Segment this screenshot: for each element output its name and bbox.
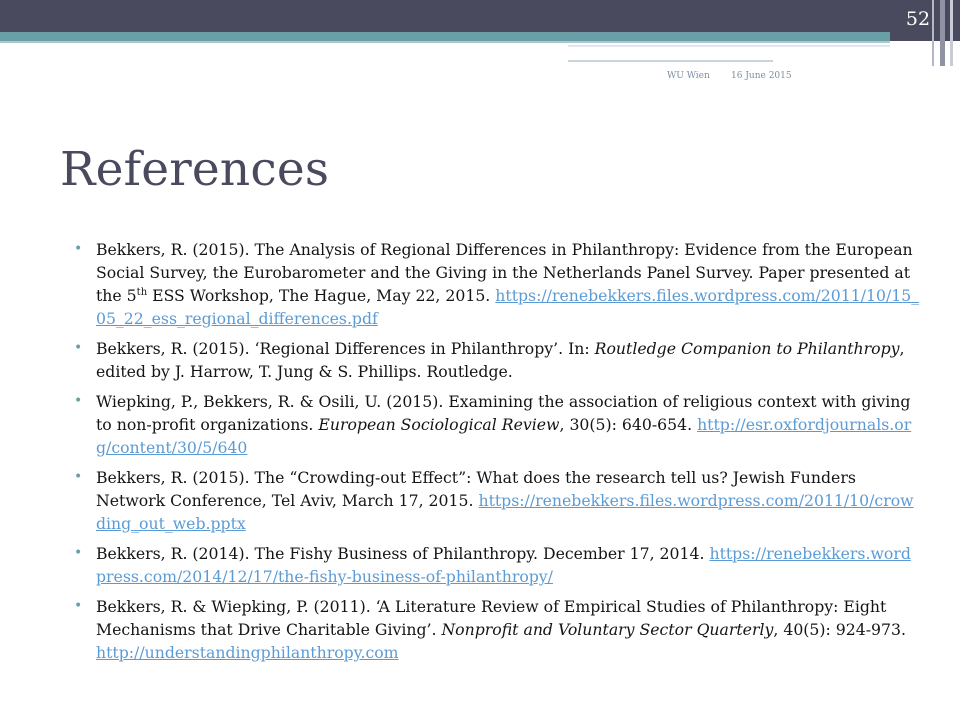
- reference-link[interactable]: https://renebekkers.files.wordpress.com/2011/10/15_05_22_ess_regional_differences.pdf: [96, 286, 920, 328]
- reference-text: Bekkers, R. (2015). ‘Regional Differences in Philanthropy’. In:: [96, 339, 595, 358]
- reference-item: [74, 595, 920, 664]
- reference-item: [74, 466, 920, 535]
- bullet-icon: •: [74, 340, 83, 356]
- footer-organization: WU Wien: [667, 71, 710, 81]
- reference-text: , 30(5): 640-654.: [559, 415, 693, 434]
- reference-text: Bekkers, R. (2015). The Analysis of Regional Differences in Philanthropy: Evidence from the European Social Survey, the Eurobarometer and the Giving in the Netherlands Panel Survey. Paper presented at the 5: [96, 240, 913, 305]
- reference-text: Bekkers, R. & Wiepking, P. (2011). ‘A Literature Review of Empirical Studies of Philanthropy: Eight Mechanisms that Drive Charitable Giving’.: [96, 597, 887, 639]
- slide-title: References: [60, 142, 330, 197]
- reference-item: [74, 337, 920, 383]
- reference-text: ESS Workshop, The Hague, May 22, 2015.: [147, 286, 491, 305]
- reference-list: [74, 238, 920, 671]
- bullet-icon: •: [74, 393, 83, 409]
- bullet-icon: •: [74, 469, 83, 485]
- header-decorative-lines: [568, 41, 890, 65]
- page-number: 52: [905, 8, 931, 30]
- reference-link[interactable]: https://renebekkers.wordpress.com/2014/12/17/the-fishy-business-of-philanthropy/: [96, 544, 911, 586]
- reference-source: European Sociological Review: [318, 415, 560, 434]
- reference-text: , edited by J. Harrow, T. Jung & S. Phillips. Routledge.: [96, 339, 905, 381]
- bullet-icon: •: [74, 545, 83, 561]
- reference-text: Bekkers, R. (2015). The “Crowding-out Effect”: What does the research tell us? Jewish Funders Network Conference, Tel Aviv, March 17, 2015.: [96, 468, 856, 510]
- reference-link[interactable]: https://renebekkers.files.wordpress.com/2011/10/crowding_out_web.pptx: [96, 491, 914, 533]
- reference-item: [74, 238, 920, 330]
- reference-text: , 40(5): 924-973.: [773, 620, 906, 639]
- reference-item: [74, 542, 920, 588]
- reference-link[interactable]: http://understandingphilanthropy.com: [96, 643, 399, 662]
- header-band: [0, 0, 960, 32]
- reference-source: Nonprofit and Voluntary Sector Quarterly: [441, 620, 774, 639]
- reference-source: Routledge Companion to Philanthropy: [594, 339, 900, 358]
- header-accent-band: [0, 32, 960, 41]
- reference-text: Wiepking, P., Bekkers, R. & Osili, U. (2015). Examining the association of religious context with giving to non-profit organizations.: [96, 392, 911, 434]
- bullet-icon: •: [74, 598, 83, 614]
- bullet-icon: •: [74, 241, 83, 257]
- reference-item: [74, 390, 920, 459]
- reference-link[interactable]: http://esr.oxfordjournals.org/content/30/5/640: [96, 415, 912, 457]
- reference-text: Bekkers, R. (2014). The Fishy Business of Philanthropy. December 17, 2014.: [96, 544, 705, 563]
- footer-date: 16 June 2015: [731, 71, 792, 81]
- ordinal-superscript: th: [136, 286, 148, 298]
